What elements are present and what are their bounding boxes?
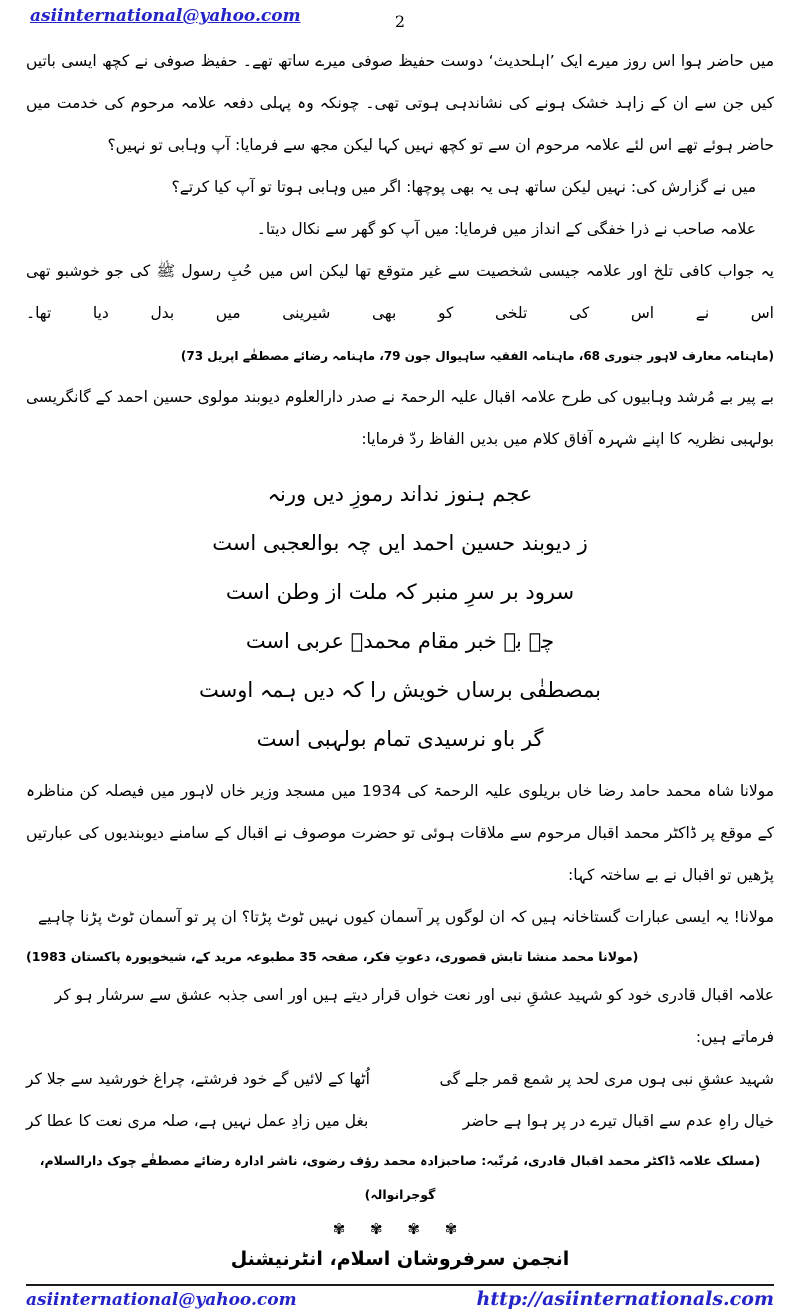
couplet-row (26, 1100, 774, 1142)
paragraph-1934-meeting: مولانا شاہ محمد حامد رضا خاں بریلوی علیہ الرحمۃ کی 1934 میں مسجد وزیر خاں لاہور میں فیصلہ کن مناظرہ کے موقع پر ڈاکٹر محمد اقبال مرحوم سے ملاقات ہوئی تو حضرت موصوف نے اقبال کے سامنے دیوبندیوں کی عبارتیں پڑھیں تو اقبال نے بے ساختہ کہا: (26, 782, 775, 884)
poem-line: عجم ہنوز نداند رموزِ دیں ورنہ (267, 482, 533, 506)
paragraph-dialog-intro: میں حاضر ہوا اس روز میرے ایک ’اہلحدیث‘ دوست حفیظ صوفی میرے ساتھ تھے۔ حفیظ صوفی نے کچھ ایسی باتیں کیں جن سے ان کے زاہد خشک ہونے کی نشاندہی ہوتی تھی۔ چونکہ وہ پہلی دفعہ علامہ مرحوم کی خدمت میں حاضر ہوئے تھے اس لئے علامہ مرحوم ان سے تو کچھ نہیں کہا لیکن مجھ سے فرمایا: آپ وہابی تو نہیں؟ (26, 52, 774, 154)
poem-line: بمصطفٰی برساں خویش را کہ دیں ہمہ اوست (199, 678, 601, 702)
flower-ornament-icons: ✾ ✾ ✾ ✾ (332, 1220, 468, 1238)
document-body (26, 40, 774, 1276)
paragraph-sweet-bitter (26, 250, 774, 376)
citation-maslak-book: (مسلک علامہ ڈاکٹر محمد اقبال قادری، مُرتّبہ: صاحبزادہ محمد رؤف رضوی، ناشر ادارہ رضائے مصطفٰے چوک دارالسلام، گوجرانوالہ) (39, 1153, 761, 1202)
footer-email-link[interactable]: asiinternational@yahoo.com (26, 1290, 297, 1310)
couplet-left-hemistich: بغل میں زادِ عمل نہیں ہے، صلہ مری نعت کا عطا کر (26, 1112, 369, 1130)
citation-dawat-e-fikr: (مولانا محمد منشا تابش قصوری، دعوتِ فکر، صفحہ 35 مطبوعہ مرید کے، شیخوپورہ پاکستان 1983) (26, 949, 639, 964)
citation-monthly-magazines: (ماہنامہ معارف لاہور جنوری 68، ماہنامہ الفقیہ ساہیوال جون 79، ماہنامہ رضائے مصطفٰے اپریل 73) (180, 349, 774, 363)
couplet-right-hemistich: خیال راہِ عدم سے اقبال تیرے در پر ہوا ہے حاضر (462, 1112, 774, 1130)
poem-line: چہ بے خبر مقام محمدؐ عربی است (245, 629, 555, 653)
couplet-right-hemistich: شہید عشقِ نبی ہوں مری لحد پر شمع قمر جلے گی (439, 1070, 774, 1088)
footer-website-link[interactable]: http://asiinternationals.com (476, 1288, 774, 1310)
poem-line: گر باو نرسیدی تمام بولہبی است (256, 727, 544, 751)
page-header (26, 4, 774, 40)
paragraph-naat-khwan: علامہ اقبال قادری خود کو شہید عشقِ نبی اور نعت خواں قرار دیتے ہیں اور اسی جذبہ عشق سے سرشار ہو کر فرماتے ہیں: (54, 986, 774, 1046)
header-email-link[interactable]: asiinternational@yahoo.com (30, 6, 301, 26)
couplet-row (26, 1058, 774, 1100)
paragraph-iqbal-exclaim: مولانا! یہ ایسی عبارات گستاخانہ ہیں کہ ان لوگوں پر آسمان کیوں نہیں ٹوٹ پڑتا؟ ان پر تو آسمان ٹوٹ پڑنا چاہیے (38, 908, 774, 926)
persian-poem-block (26, 470, 774, 764)
poem-line: سرود بر سرِ منبر کہ ملت از وطن است (225, 580, 575, 604)
paragraph-allama-answer: علامہ صاحب نے ذرا خفگی کے انداز میں فرمایا: میں آپ کو گھر سے نکال دیتا۔ (256, 220, 756, 238)
paragraph-sweet-bitter-text: یہ جواب کافی تلخ اور علامہ جیسی شخصیت سے غیر متوقع تھا لیکن اس میں حُبِ رسول ﷺ کی جو خوشبو تھی اس نے اس کی تلخی کو بھی شیرینی میں بدل دیا تھا۔ (26, 262, 774, 322)
footer-divider (26, 1284, 774, 1286)
page-footer (26, 1288, 774, 1310)
organization-name: انجمن سرفروشان اسلام، انٹرنیشنل (230, 1248, 570, 1270)
paragraph-reply: میں نے گزارش کی: نہیں لیکن ساتھ ہی یہ بھی پوچھا: اگر میں وہابی ہوتا تو آپ کیا کرتے؟ (171, 178, 756, 196)
poem-line: ز دیوبند حسین احمد ایں چہ بوالعجبی است (212, 531, 588, 555)
paragraph-iqbal-rejection: بے پیر بے مُرشد وہابیوں کی طرح علامہ اقبال علیہ الرحمۃ نے صدر دارالعلوم دیوبند مولوی حسین احمد کے گانگریسی بولہبی نظریہ کا اپنے شہرہ آفاق کلام میں بدیں الفاظ ردّ فرمایا: (26, 388, 774, 448)
couplet-left-hemistich: اُٹھا کے لائیں گے خود فرشتے، چراغ خورشید سے جلا کر (26, 1070, 370, 1088)
page-number: 2 (394, 12, 406, 31)
